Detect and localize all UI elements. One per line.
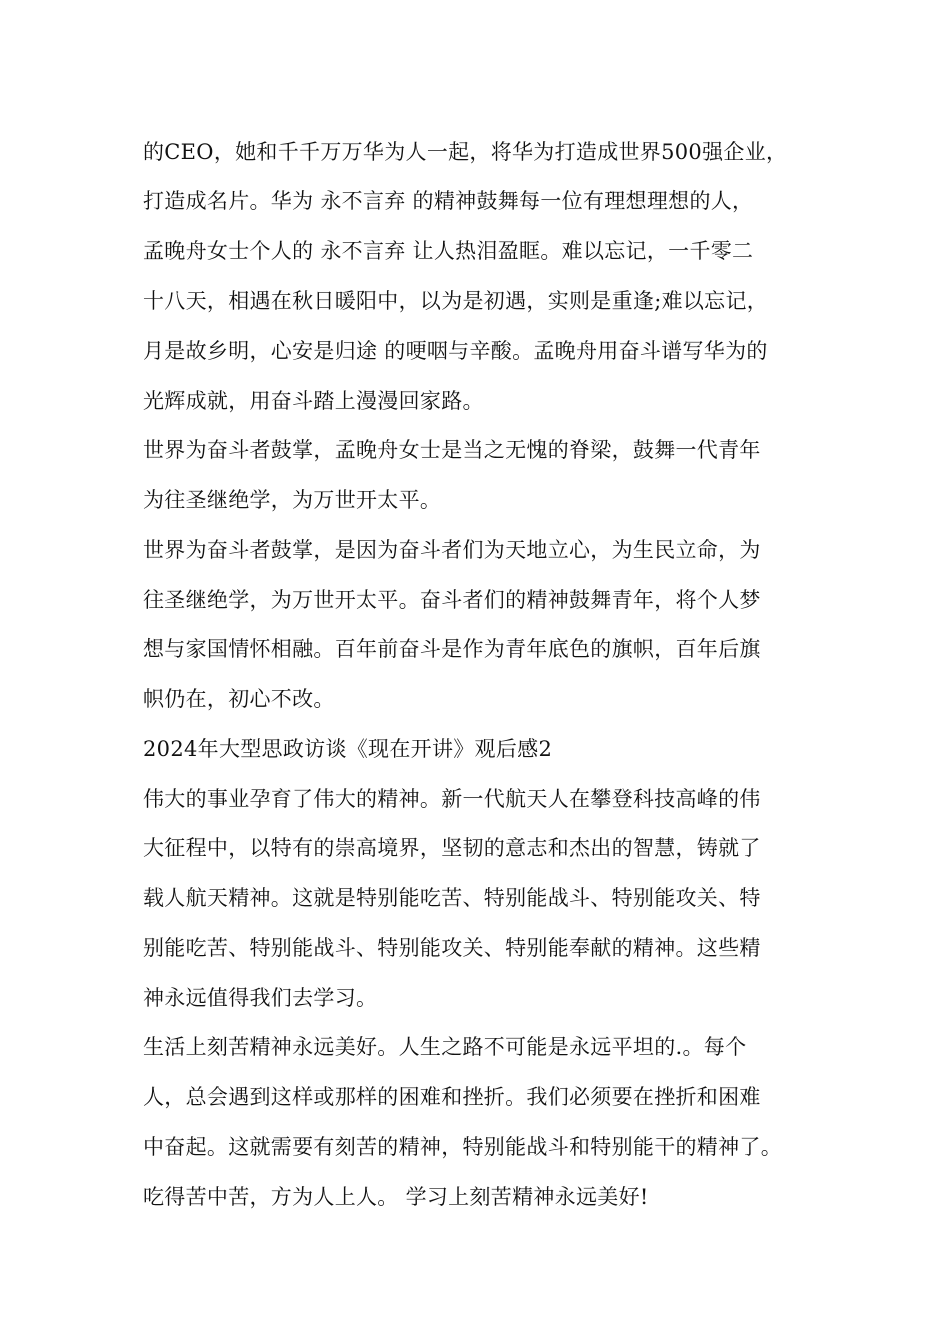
text-line: 孟晚舟女士个人的 永不言弃 让人热泪盈眶。难以忘记，一千零二 (143, 239, 754, 263)
text-line: 载人航天精神。这就是特别能吃苦、特别能战斗、特别能攻关、特 (143, 886, 761, 910)
text-line: 月是故乡明，心安是归途 的哽咽与辛酸。孟晚舟用奋斗谱写华为的 (143, 339, 768, 363)
section-heading: 2024年大型思政访谈《现在开讲》观后感2 (143, 737, 553, 761)
text-line: 为往圣继绝学，为万世开太平。 (143, 488, 442, 512)
text-line: 十八天，相遇在秋日暖阳中，以为是初遇，实则是重逢;难以忘记， (143, 289, 769, 313)
text-line: 中奋起。这就需要有刻苦的精神，特别能战斗和特别能干的精神了。 (143, 1135, 782, 1159)
text-line: 伟大的事业孕育了伟大的精神。新一代航天人在攀登科技高峰的伟 (143, 787, 761, 811)
text-line: 光辉成就，用奋斗踏上漫漫回家路。 (143, 389, 484, 413)
text-line: 的CEO，她和千千万万华为人一起，将华为打造成世界500强企业， (143, 140, 788, 164)
text-line: 神永远值得我们去学习。 (143, 986, 378, 1010)
text-line: 往圣继绝学，为万世开太平。奋斗者们的精神鼓舞青年，将个人梦 (143, 588, 761, 612)
text-line: 大征程中，以特有的崇高境界，坚韧的意志和杰出的智慧，铸就了 (143, 836, 761, 860)
text-line: 世界为奋斗者鼓掌，是因为奋斗者们为天地立心，为生民立命，为 (143, 538, 761, 562)
text-line: 想与家国情怀相融。百年前奋斗是作为青年底色的旗帜，百年后旗 (143, 637, 761, 661)
text-line: 吃得苦中苦，方为人上人。 学习上刻苦精神永远美好! (143, 1185, 649, 1209)
text-line: 人，总会遇到这样或那样的困难和挫折。我们必须要在挫折和困难 (143, 1085, 761, 1109)
text-line: 打造成名片。华为 永不言弃 的精神鼓舞每一位有理想理想的人， (143, 189, 754, 213)
text-line: 别能吃苦、特别能战斗、特别能攻关、特别能奉献的精神。这些精 (143, 936, 761, 960)
text-line: 帜仍在，初心不改。 (143, 687, 335, 711)
text-line: 世界为奋斗者鼓掌，孟晚舟女士是当之无愧的脊梁，鼓舞一代青年 (143, 438, 761, 462)
text-line: 生活上刻苦精神永远美好。人生之路不可能是永远平坦的.。每个 (143, 1035, 747, 1059)
